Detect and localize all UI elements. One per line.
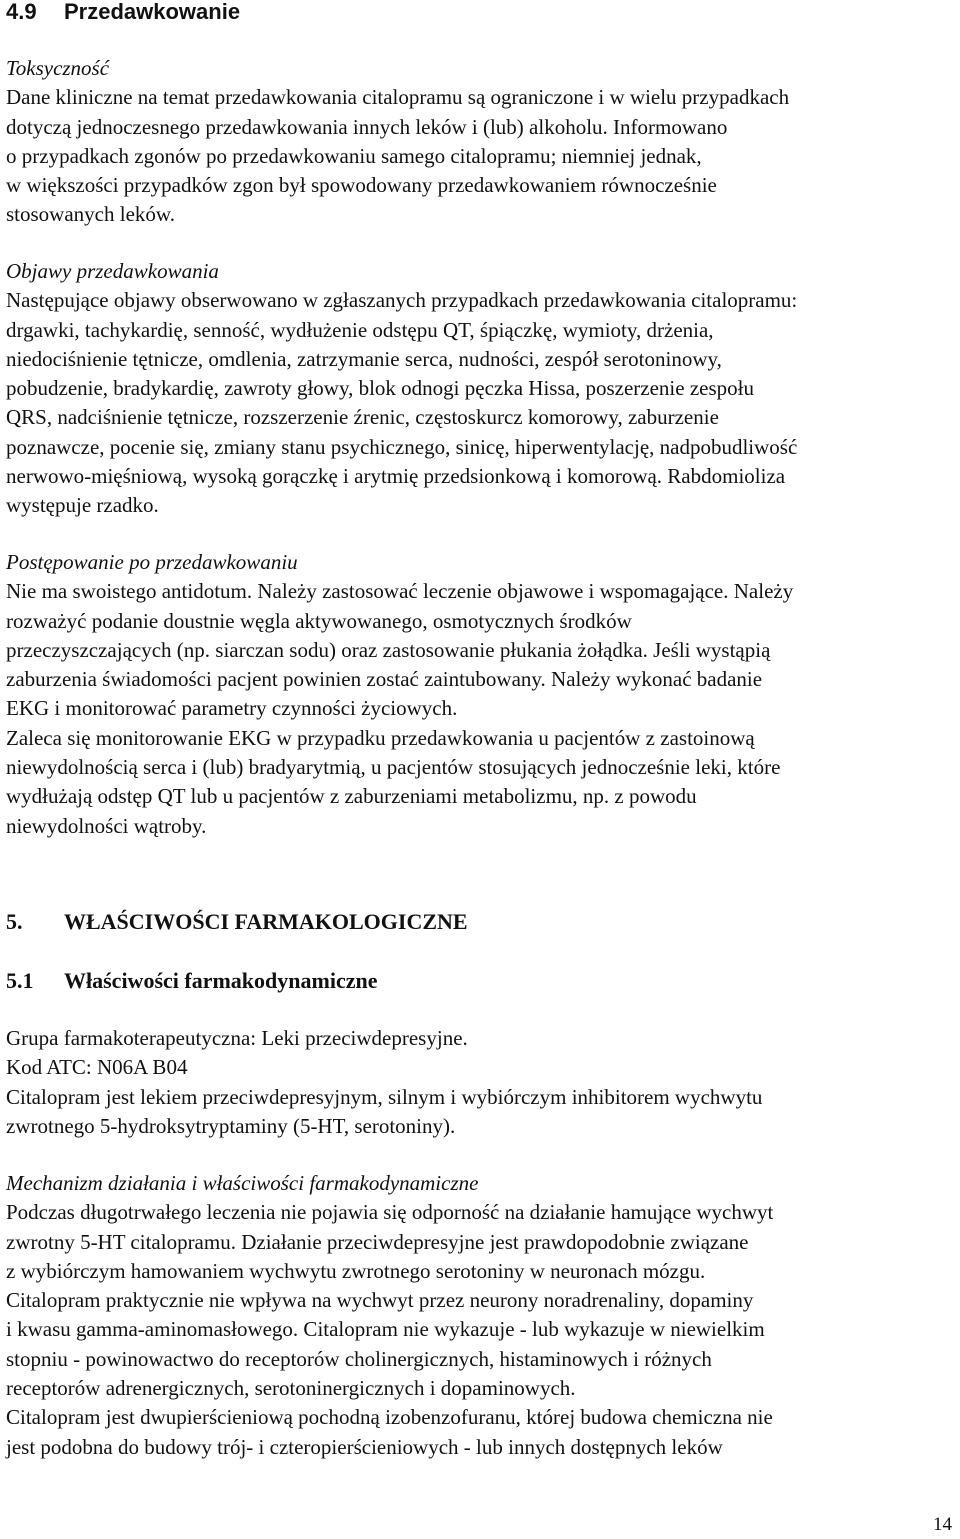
paragraph-line: Następujące objawy obserwowano w zgłaszanych przypadkach przedawkowania citalopramu: bbox=[6, 288, 798, 313]
paragraph-line: jest podobna do budowy trój- i czteropierścieniowych - lub innych dostępnych leków bbox=[6, 1434, 723, 1459]
paragraph-line: Nie ma swoistego antidotum. Należy zastosować leczenie objawowe i wspomagające. Należy bbox=[6, 579, 794, 604]
pharmacodynamics-section bbox=[6, 1024, 954, 1141]
paragraph-line: Grupa farmakoterapeutyczna: Leki przeciwdepresyjne. bbox=[6, 1026, 468, 1050]
paragraph-line: dotyczą jednoczesnego przedawkowania innych leków i (lub) alkoholu. Informowano bbox=[6, 114, 728, 139]
paragraph-line: pobudzenie, bradykardię, zawroty głowy, blok odnogi pęczka Hissa, poszerzenie zespołu bbox=[6, 376, 754, 401]
paragraph-line: Kod ATC: N06A B04 bbox=[6, 1055, 188, 1080]
paragraph-line: poznawcze, pocenie się, zmiany stanu psychicznego, sinicę, hiperwentylację, nadpobudliwość bbox=[6, 434, 798, 459]
management-heading: Postępowanie po przedawkowaniu bbox=[6, 550, 298, 574]
paragraph-line: zaburzenia świadomości pacjent powinien zostać zaintubowany. Należy wykonać badanie bbox=[6, 667, 763, 692]
paragraph-line: zwrotnego 5-hydroksytryptaminy (5-HT, serotoniny). bbox=[6, 1113, 456, 1138]
paragraph-line: o przypadkach zgonów po przedawkowaniu samego citalopramu; niemniej jednak, bbox=[6, 143, 702, 168]
section-title: WŁAŚCIWOŚCI FARMAKOLOGICZNE bbox=[64, 909, 468, 934]
management-section bbox=[6, 548, 954, 841]
paragraph-line: i kwasu gamma-aminomasłowego. Citalopram nie wykazuje - lub wykazuje w niewielkim bbox=[6, 1317, 765, 1342]
paragraph-line: Dane kliniczne na temat przedawkowania citalopramu są ograniczone i w wielu przypadkach bbox=[6, 85, 790, 110]
section-number: 5. bbox=[6, 909, 23, 934]
paragraph-line: receptorów adrenergicznych, serotoninergicznych i dopaminowych. bbox=[6, 1376, 576, 1401]
paragraph-line: stopniu - powinowactwo do receptorów cholinergicznych, histaminowych i różnych bbox=[6, 1346, 712, 1371]
mechanism-section bbox=[6, 1169, 954, 1462]
paragraph-line: niedociśnienie tętnicze, omdlenia, zatrzymanie serca, nudności, zespół serotoninowy, bbox=[6, 346, 722, 371]
symptoms-heading: Objawy przedawkowania bbox=[6, 259, 219, 283]
paragraph-line: drgawki, tachykardię, senność, wydłużenie odstępu QT, śpiączkę, wymioty, drżenia, bbox=[6, 317, 714, 342]
paragraph-line: występuje rzadko. bbox=[6, 493, 159, 518]
paragraph-line: QRS, nadciśnienie tętnicze, rozszerzenie źrenic, częstoskurcz komorowy, zaburzenie bbox=[6, 405, 719, 430]
paragraph-line: nerwowo-mięśniową, wysoką gorączkę i arytmię przedsionkową i komorową. Rabdomioliza bbox=[6, 464, 786, 489]
page-number: 14 bbox=[933, 1514, 952, 1535]
paragraph-line: stosowanych leków. bbox=[6, 202, 175, 227]
toxicity-heading: Toksyczność bbox=[6, 56, 110, 80]
symptoms-section bbox=[6, 257, 954, 521]
paragraph-line: Zaleca się monitorowanie EKG w przypadku przedawkowania u pacjentów z zastoinową bbox=[6, 725, 755, 750]
paragraph-line: EKG i monitorować parametry czynności życiowych. bbox=[6, 696, 458, 721]
section-5-heading bbox=[6, 908, 468, 936]
paragraph-line: rozważyć podanie doustnie węgla aktywowanego, osmotycznych środków bbox=[6, 608, 632, 633]
paragraph-line: niewydolnością serca i (lub) bradyarytmią, u pacjentów stosujących jednocześnie leki, które bbox=[6, 755, 781, 780]
paragraph-line: z wybiórczym hamowaniem wychwytu zwrotnego serotoniny w neuronach mózgu. bbox=[6, 1258, 706, 1283]
section-title: Właściwości farmakodynamiczne bbox=[64, 968, 378, 993]
paragraph-line: przeczyszczających (np. siarczan sodu) oraz zastosowanie płukania żołądka. Jeśli wystąpią bbox=[6, 637, 771, 662]
paragraph-line: niewydolności wątroby. bbox=[6, 813, 207, 838]
section-title: Przedawkowanie bbox=[64, 0, 241, 24]
section-number: 5.1 bbox=[6, 968, 34, 993]
paragraph-line: Citalopram jest lekiem przeciwdepresyjnym, silnym i wybiórczym inhibitorem wychwytu bbox=[6, 1084, 763, 1109]
paragraph-line: Citalopram praktycznie nie wpływa na wychwyt przez neurony noradrenaliny, dopaminy bbox=[6, 1288, 754, 1313]
section-5-1-heading bbox=[6, 967, 377, 995]
paragraph-line: w większości przypadków zgon był spowodowany przedawkowaniem równocześnie bbox=[6, 173, 717, 198]
paragraph-line: wydłużają odstęp QT lub u pacjentów z zaburzeniami metabolizmu, np. z powodu bbox=[6, 784, 697, 809]
toxicity-section bbox=[6, 54, 954, 230]
paragraph-line: zwrotny 5-HT citalopramu. Działanie przeciwdepresyjne jest prawdopodobnie związane bbox=[6, 1229, 749, 1254]
section-4-9-heading bbox=[6, 0, 240, 26]
section-number: 4.9 bbox=[6, 0, 37, 24]
mechanism-heading: Mechanizm działania i właściwości farmakodynamiczne bbox=[6, 1171, 479, 1195]
paragraph-line: Citalopram jest dwupierścieniową pochodną izobenzofuranu, której budowa chemiczna nie bbox=[6, 1405, 773, 1430]
paragraph-line: Podczas długotrwałego leczenia nie pojawia się odporność na działanie hamujące wychwyt bbox=[6, 1200, 774, 1225]
